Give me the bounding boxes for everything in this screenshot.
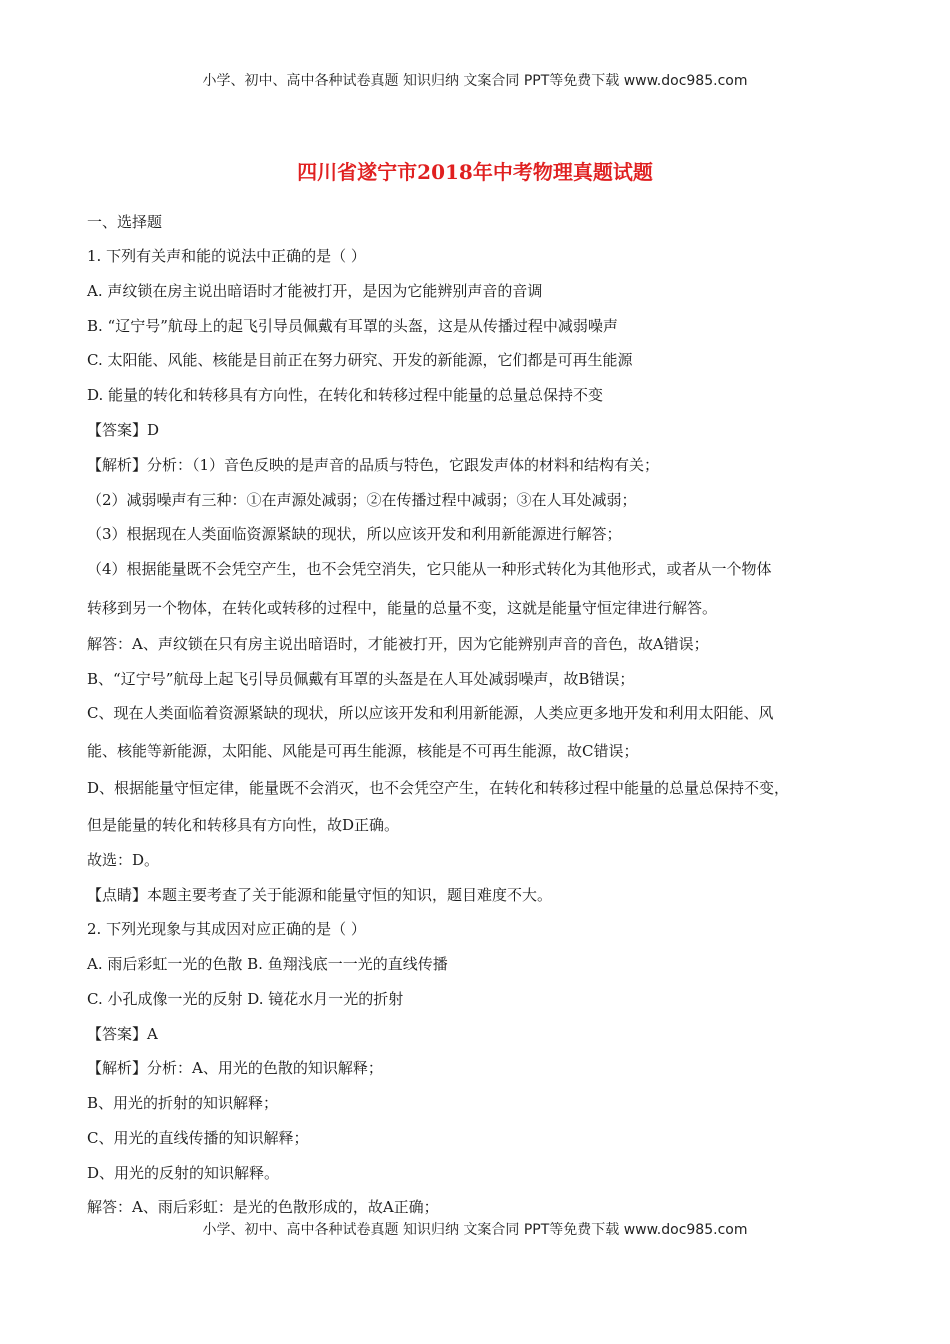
question-1-option-b: B. “辽宁号”航母上的起飞引导员佩戴有耳罩的头盔，这是从传播过程中减弱噪声 [87,317,618,335]
question-2-answer: 【答案】A [87,1025,158,1043]
analysis-line: （2）减弱噪声有三种：①在声源处减弱；②在传播过程中减弱；③在人耳处减弱； [87,491,637,509]
question-1-option-a: A. 声纹锁在房主说出暗语时才能被打开，是因为它能辨别声音的音调 [87,282,543,300]
solution-line: 但是能量的转化和转移具有方向性，故D正确。 [87,816,400,834]
analysis-line: （3）根据现在人类面临资源紧缺的现状，所以应该开发和利用新能源进行解答； [87,525,622,543]
solution-line: 能、核能等新能源，太阳能、风能是可再生能源，核能是不可再生能源，故C错误； [87,742,639,760]
page-header: 小学、初中、高中各种试卷真题 知识归纳 文案合同 PPT等免费下载 www.doc985.com [202,73,748,89]
analysis-line: D、用光的反射的知识解释。 [87,1164,280,1182]
question-2-options-cd: C. 小孔成像一光的反射 D. 镜花水月一光的折射 [87,990,404,1008]
solution-line: C、现在人类面临着资源紧缺的现状，所以应该开发和利用新能源，人类应更多地开发和利用太阳能、风 [87,704,774,722]
question-1-choice: 故选：D。 [87,851,160,869]
analysis-line: 【解析】分析：A、用光的色散的知识解释； [87,1059,383,1077]
question-1-option-d: D. 能量的转化和转移具有方向性，在转化和转移过程中能量的总量总保持不变 [87,386,604,404]
question-1-stem: 1. 下列有关声和能的说法中正确的是（ ） [87,247,366,265]
question-2-stem: 2. 下列光现象与其成因对应正确的是（ ） [87,920,366,938]
question-1-answer: 【答案】D [87,421,160,439]
analysis-line: （4）根据能量既不会凭空产生，也不会凭空消失，它只能从一种形式转化为其他形式，或者从一个物体 [87,560,772,578]
analysis-line: 【解析】分析：（1）音色反映的是声音的品质与特色，它跟发声体的材料和结构有关； [87,456,660,474]
question-2-options-ab: A. 雨后彩虹一光的色散 B. 鱼翔浅底一一光的直线传播 [87,955,448,973]
analysis-line: 转移到另一个物体，在转化或转移的过程中，能量的总量不变，这就是能量守恒定律进行解答。 [87,599,718,617]
question-1-note: 【点睛】本题主要考查了关于能源和能量守恒的知识，题目难度不大。 [87,886,553,904]
section-heading: 一、选择题 [87,213,163,231]
solution-line: 解答：A、声纹锁在只有房主说出暗语时，才能被打开，因为它能辨别声音的音色，故A错误； [87,635,709,653]
solution-line: D、根据能量守恒定律，能量既不会消灭，也不会凭空产生，在转化和转移过程中能量的总量总保持不变， [87,779,790,797]
analysis-line: B、用光的折射的知识解释； [87,1094,279,1112]
solution-line: B、“辽宁号”航母上起飞引导员佩戴有耳罩的头盔是在人耳处减弱噪声，故B错误； [87,670,635,688]
page-footer: 小学、初中、高中各种试卷真题 知识归纳 文案合同 PPT等免费下载 www.doc985.com [202,1222,748,1238]
question-1-option-c: C. 太阳能、风能、核能是目前正在努力研究、开发的新能源，它们都是可再生能源 [87,351,633,369]
document-title: 四川省遂宁市2018年中考物理真题试题 [297,160,653,184]
analysis-line: C、用光的直线传播的知识解释； [87,1129,309,1147]
solution-line: 解答：A、雨后彩虹：是光的色散形成的，故A正确； [87,1198,439,1216]
